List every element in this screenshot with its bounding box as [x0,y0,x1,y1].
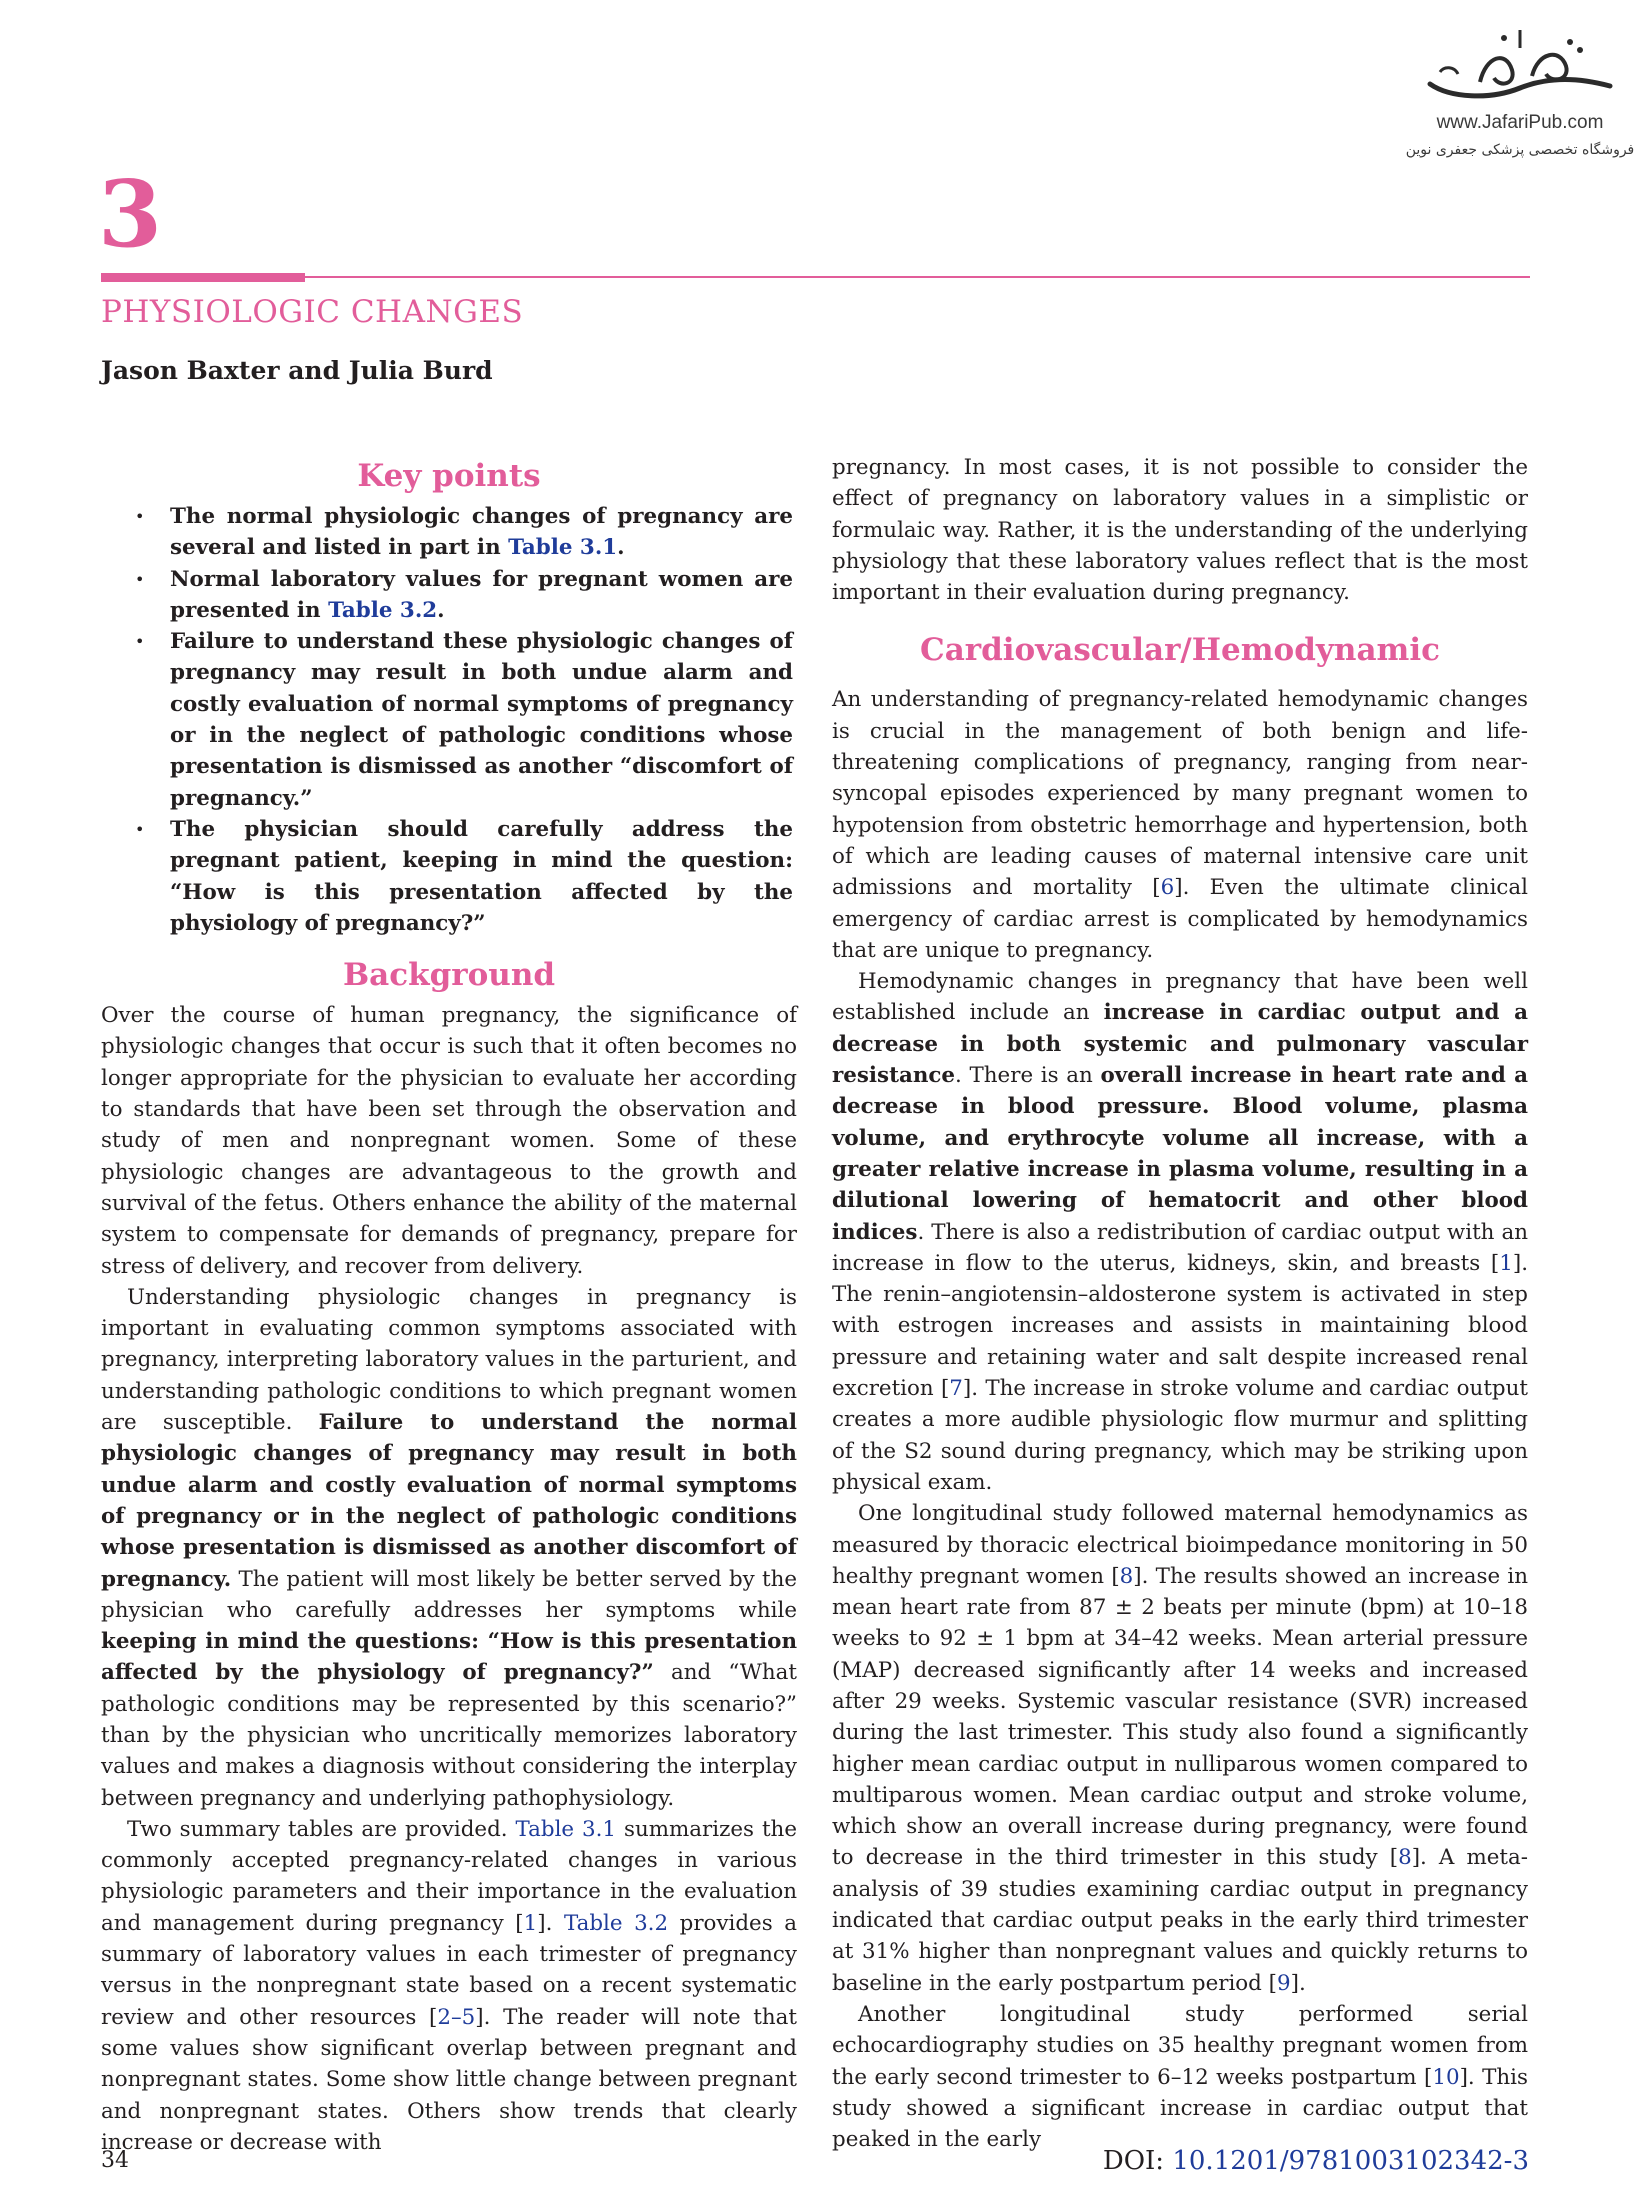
text-run: Understanding physiologic changes in pregnancy is important in evaluating common symptoms associated with pregnancy, interpreting laboratory values in the parturient, and understanding pathologic conditions to which pregnant women are susceptible. [101,1284,797,1436]
chapter-title: PHYSIOLOGIC CHANGES [101,294,524,330]
text-run: An understanding of pregnancy-related hemodynamic changes is crucial in the management of both benign and life-threatening complications of pregnancy, ranging from near-syncopal episodes experienced by many pregnant women to hypotension from obstetric hemorrhage and hypertension, both of which are leading causes of maternal intensive care unit admissions and mortality [ [832,687,1528,901]
key-point-item [101,564,797,627]
chapter-number: 3 [98,160,163,268]
publisher-tagline: فروشگاه تخصصی پزشکی جعفری نوین [1405,142,1635,158]
page-number: 34 [101,2148,129,2173]
bold-emphasis: keeping in mind the questions: “How is this presentation affected by the physiology of pregnancy?” [101,1629,797,1686]
body-paragraph [832,966,1528,1498]
key-point-text: The physician should carefully address the pregnant patient, keeping in mind the question: “How is this presentation affected by the physiology of pregnancy?” [170,816,793,936]
cross-reference-link[interactable]: Table 3.1 [515,1816,617,1842]
publisher-logo [1400,26,1640,186]
body-paragraph [832,1999,1528,2155]
bullet-icon: • [135,819,145,839]
publisher-url: www.JafariPub.com [1436,112,1604,133]
text-run: Two summary tables are provided. [127,1816,516,1842]
cross-reference-link[interactable]: 8 [1119,1563,1134,1589]
cross-reference-link[interactable]: 1 [523,1910,538,1936]
text-run: ]. This study showed a significant increase in cardiac output that peaked in the early [832,2064,1528,2153]
left-column [101,454,797,2158]
body-paragraph [101,1000,797,1282]
cross-reference-link[interactable]: Table 3.2 [563,1910,669,1936]
key-point-text: The normal physiologic changes of pregnancy are several and listed in part in [170,504,793,561]
text-run: Another longitudinal study performed serial echocardiography studies on 35 healthy pregnant women from the early second trimester to 6–12 weeks postpartum [ [832,2001,1528,2090]
bold-emphasis: increase in cardiac output and a decrease in both systemic and pulmonary vascular resistance [832,1000,1528,1089]
body-paragraph [832,1498,1528,1999]
key-points-heading: Key points [357,458,541,494]
bold-emphasis: Failure to understand the normal physiologic changes of pregnancy may result in both undue alarm and costly evaluation of normal symptoms of pregnancy or in the neglect of pathologic conditions whose presentation is dismissed as another discomfort of pregnancy. [101,1410,797,1592]
cross-reference-link[interactable]: 1 [1499,1250,1513,1276]
cardio-body [832,684,1528,2155]
doi [1103,2146,1529,2176]
bullet-icon: • [135,569,145,589]
cross-reference-link[interactable]: 6 [1160,875,1175,901]
cardio-heading: Cardiovascular/Hemodynamic [920,632,1440,669]
body-paragraph [832,684,1528,966]
key-point-item [101,814,797,939]
table-link[interactable]: Table 3.2 [328,597,438,623]
text-run: provides a summary of laboratory values in each trimester of pregnancy versus in the nonpregnant state based on a recent systematic review and other resources [ [101,1910,797,2030]
text-run: ]. The renin–angiotensin–aldosterone system is activated in step with estrogen increases and assists in maintaining blood pressure and retaining water and salt despite increased renal excretion [ [832,1250,1528,1402]
text-run: ]. [1290,1970,1306,1996]
text-run: . There is an [955,1063,1101,1089]
bullet-icon: • [135,632,145,652]
text-run: ]. The increase in stroke volume and cardiac output creates a more audible physiologic flow murmur and splitting of the S2 sound during pregnancy, which may be striking upon physical exam. [832,1376,1528,1495]
text-run: One longitudinal study followed maternal hemodynamics as measured by thoracic electrical bioimpedance monitoring in 50 healthy pregnant women [ [832,1501,1528,1589]
key-point-text: . [437,597,445,623]
body-paragraph [101,1282,797,1814]
calligraphy-logo-icon [1420,26,1620,110]
key-point-text: Normal laboratory values for pregnant women are presented in [170,566,793,623]
continuation-paragraph: pregnancy. In most cases, it is not possible to consider the effect of pregnancy on laboratory values in a simplistic or formulaic way. Rather, it is the understanding of the underlying physiology that these laboratory values reflect that is the most important in their evaluation during pregnancy. [832,455,1528,606]
cross-reference-link[interactable]: 10 [1432,2064,1460,2090]
background-body [101,1000,797,2158]
text-run: ]. Even the ultimate clinical emergency of cardiac arrest is complicated by hemodynamics that are unique to pregnancy. [832,875,1528,963]
text-run: summarizes the commonly accepted pregnancy-related changes in various physiologic parameters and their importance in the evaluation and management during pregnancy [ [101,1816,797,1936]
cross-reference-link[interactable]: 2–5 [437,2004,476,2030]
chapter-rule-thin [305,276,1530,278]
background-heading: Background [342,957,556,994]
table-link[interactable]: Table 3.1 [508,535,618,561]
key-points-list [101,501,797,939]
text-run: ]. The results showed an increase in mean heart rate from 87 ± 2 beats per minute (bpm) at 10–18 weeks to 92 ± 1 bpm at 34–42 weeks. Mean arterial pressure (MAP) decreased significantly after 14 weeks and increased after 29 weeks. Systemic vascular resistance (SVR) increased during the last trimester. This study also found a significantly higher mean cardiac output in nulliparous women compared to multiparous women. Mean cardiac output and stroke volume, which show an overall increase during pregnancy, were found to decrease in the third trimester in this study [ [832,1563,1528,1871]
text-run: ]. A meta-analysis of 39 studies examining cardiac output in pregnancy indicated that cardiac output peaks in the early third trimester at 31% higher than nonpregnant values and quickly returns to baseline in the early postpartum period [ [832,1845,1528,1996]
cross-reference-link[interactable]: 8 [1398,1845,1412,1871]
key-point-text: Failure to understand these physiologic changes of pregnancy may result in both undue alarm and costly evaluation of normal symptoms of pregnancy or in the neglect of pathologic conditions whose presentation is dismissed as another “discomfort of pregnancy.” [170,629,793,811]
right-column [832,454,1528,2155]
cross-reference-link[interactable]: 7 [949,1376,963,1402]
text-run: The patient will most likely be better served by the physician who carefully addresses her symptoms while [101,1566,797,1623]
text-run: ]. [537,1910,564,1936]
text-run: Over the course of human pregnancy, the significance of physiologic changes that occur is such that it often becomes no longer appropriate for the physician to evaluate her according to standards that have been set through the observation and study of men and nonpregnant women. Some of these physiologic changes are advantageous to the growth and survival of the fetus. Others enhance the ability of the maternal system to compensate for demands of pregnancy, prepare for stress of delivery, and recover from delivery. [101,1003,797,1279]
chapter-authors: Jason Baxter and Julia Burd [101,356,493,385]
body-paragraph [101,1814,797,2158]
doi-label: DOI: [1102,2146,1173,2176]
bullet-icon: • [135,507,145,526]
key-point-item [101,501,797,564]
doi-link[interactable]: 10.1201/9781003102342-3 [1172,2146,1529,2176]
key-point-text: . [617,535,625,561]
text-run: ]. The reader will note that some values show significant overlap between pregnant and nonpregnant states. Some show little change between pregnant and nonpregnant states. Others show trends that clearly increase or decrease with [101,2004,797,2155]
bold-emphasis: overall increase in heart rate and a decrease in blood pressure. Blood volume, plasma volume, and erythrocyte volume all increase, with a greater relative increase in plasma volume, resulting in a dilutional lowering of hematocrit and other blood indices [832,1063,1528,1245]
chapter-rule-thick [101,273,305,282]
cross-reference-link[interactable]: 9 [1277,1970,1291,1996]
key-point-item [101,626,797,814]
text-run: and “What pathologic conditions may be represented by this scenario?” than by the physician who uncritically memorizes laboratory values and makes a diagnosis without considering the interplay between pregnancy and underlying pathophysiology. [101,1660,797,1811]
text-run: . There is also a redistribution of cardiac output with an increase in flow to the uterus, kidneys, skin, and breasts [ [832,1219,1528,1276]
text-run: Hemodynamic changes in pregnancy that have been well established include an [832,969,1528,1026]
